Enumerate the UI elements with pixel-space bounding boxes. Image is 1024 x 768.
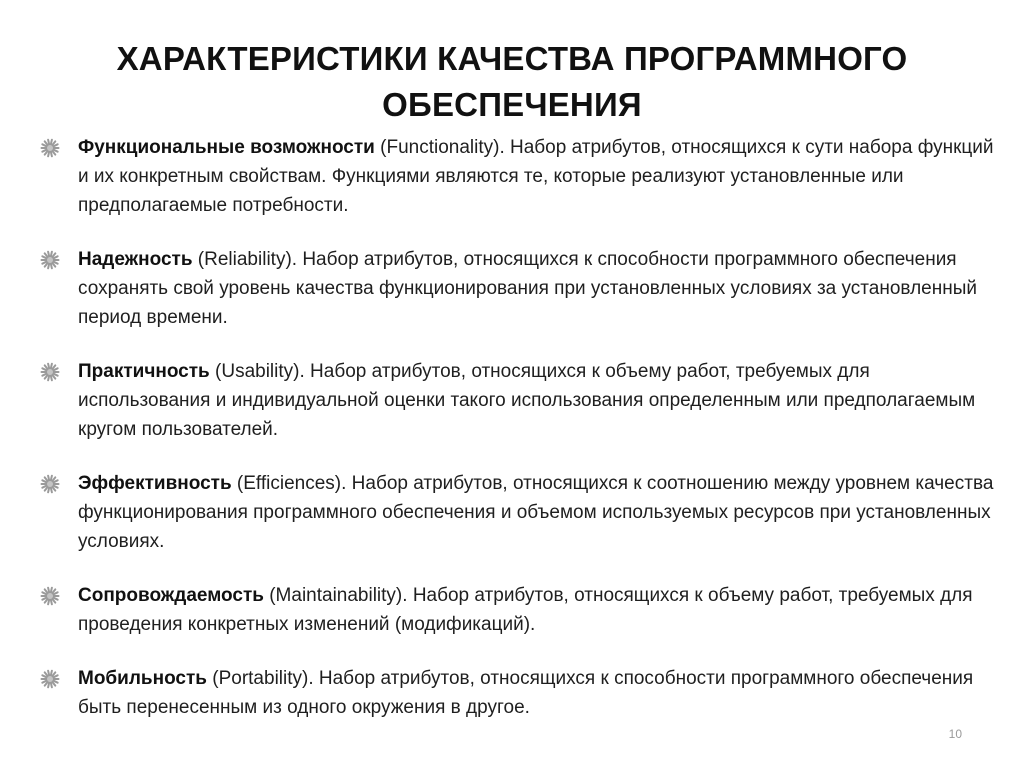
bullet-item-usability [40, 357, 1000, 444]
daisy-bullet-icon [40, 669, 60, 689]
term-reliability: Надежность [78, 249, 193, 270]
daisy-bullet-icon [40, 138, 60, 158]
description-portability: (Portability). Набор атрибутов, относящихся к способности программного обеспечения быть перенесенным из одного окружения в другое. [78, 668, 974, 718]
slide-title: ХАРАКТЕРИСТИКИ КАЧЕСТВА ПРОГРАММНОГО ОБЕСПЕЧЕНИЯ [116, 40, 908, 123]
description-functionality: (Functionality). Набор атрибутов, относящихся к сути набора функций и их конкретным свойствам. Функциями являются те, которые реализуют установленные или предполагаемые потребности. [78, 137, 994, 216]
page-number: 10 [948, 727, 962, 741]
bullet-item-reliability [40, 245, 1000, 332]
daisy-bullet-icon [40, 250, 60, 270]
bullet-item-maintainability [40, 581, 1000, 639]
term-portability: Мобильность [78, 668, 207, 689]
term-functionality: Функциональные возможности [78, 137, 375, 158]
bullet-item-portability [40, 664, 1000, 722]
description-maintainability: (Maintainability). Набор атрибутов, относящихся к объему работ, требуемых для проведения конкретных изменений (модификаций). [78, 585, 973, 635]
term-usability: Практичность [78, 361, 210, 382]
term-efficiency: Эффективность [78, 473, 232, 494]
bullet-item-efficiency [40, 469, 1000, 556]
bullet-list [40, 133, 1000, 747]
bullet-item-functionality [40, 133, 1000, 220]
term-maintainability: Сопровождаемость [78, 585, 264, 606]
daisy-bullet-icon [40, 586, 60, 606]
daisy-bullet-icon [40, 362, 60, 382]
description-usability: (Usability). Набор атрибутов, относящихся к объему работ, требуемых для использования и индивидуальной оценки такого использования определенным или предполагаемым кругом пользователей. [78, 361, 976, 440]
description-efficiency: (Efficiences). Набор атрибутов, относящихся к соотношению между уровнем качества функционирования программного обеспечения и объемом используемых ресурсов при установленных условиях. [78, 473, 994, 552]
daisy-bullet-icon [40, 474, 60, 494]
description-reliability: (Reliability). Набор атрибутов, относящихся к способности программного обеспечения сохранять свой уровень качества функционирования при установленных условиях за установленный период времени. [78, 249, 977, 328]
